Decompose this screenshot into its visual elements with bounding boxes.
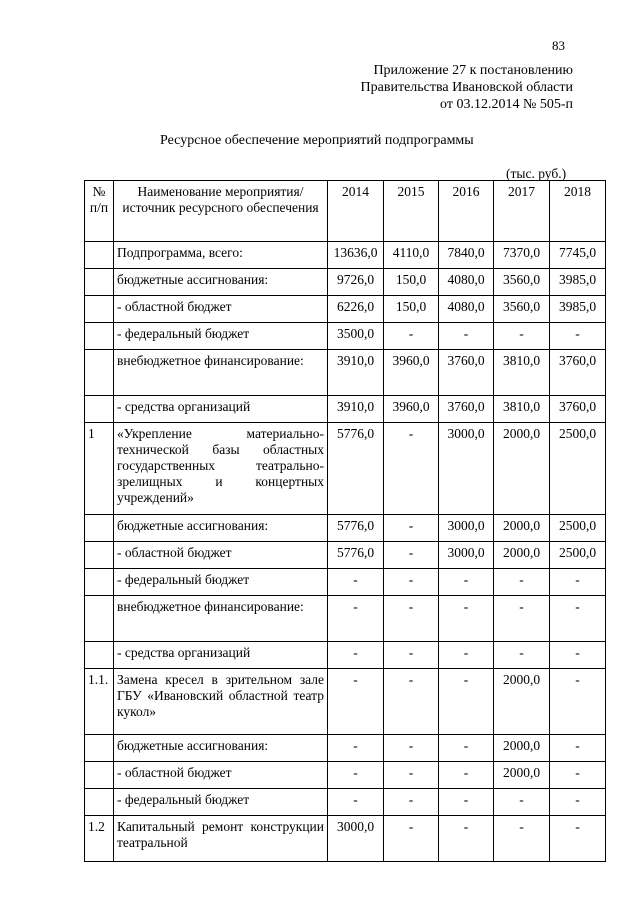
- table-header-row: [85, 181, 606, 242]
- row-value: 7370,0: [494, 242, 550, 269]
- header-year: 2016: [439, 181, 494, 242]
- row-name: Капитальный ремонт конструкции театральной: [114, 816, 328, 862]
- row-name: «Укрепление материально-технической базы областных государственных театрально-зрелищных и концертных учреждений»: [114, 423, 328, 515]
- row-value: -: [384, 762, 439, 789]
- row-value: -: [384, 515, 439, 542]
- row-number: [85, 296, 114, 323]
- row-value: 3810,0: [494, 396, 550, 423]
- row-name: - областной бюджет: [114, 542, 328, 569]
- row-value: -: [384, 735, 439, 762]
- row-value: 2000,0: [494, 735, 550, 762]
- row-name: - федеральный бюджет: [114, 789, 328, 816]
- row-value: 3760,0: [439, 350, 494, 396]
- row-value: 5776,0: [328, 515, 384, 542]
- header-year: 2018: [550, 181, 606, 242]
- row-value: 3810,0: [494, 350, 550, 396]
- row-number: [85, 269, 114, 296]
- row-value: 3960,0: [384, 350, 439, 396]
- row-value: -: [328, 569, 384, 596]
- row-value: 3000,0: [439, 423, 494, 515]
- row-value: -: [550, 816, 606, 862]
- row-value: 150,0: [384, 296, 439, 323]
- row-value: 3760,0: [550, 396, 606, 423]
- row-number: [85, 569, 114, 596]
- row-value: -: [439, 323, 494, 350]
- row-number: [85, 242, 114, 269]
- row-value: 2500,0: [550, 542, 606, 569]
- header-year: 2017: [494, 181, 550, 242]
- row-value: -: [550, 596, 606, 642]
- row-number: [85, 515, 114, 542]
- row-value: 2000,0: [494, 669, 550, 735]
- header-num: № п/п: [85, 181, 114, 242]
- row-value: -: [494, 596, 550, 642]
- row-value: 2000,0: [494, 542, 550, 569]
- row-value: 2500,0: [550, 423, 606, 515]
- row-value: -: [550, 735, 606, 762]
- row-value: 3760,0: [439, 396, 494, 423]
- units-label: (тыс. руб.): [506, 166, 567, 181]
- row-number: [85, 323, 114, 350]
- row-name: - средства организаций: [114, 642, 328, 669]
- table-row: [85, 569, 606, 596]
- row-value: 3000,0: [439, 515, 494, 542]
- row-value: -: [439, 789, 494, 816]
- row-value: 3500,0: [328, 323, 384, 350]
- row-value: 13636,0: [328, 242, 384, 269]
- row-value: 3910,0: [328, 396, 384, 423]
- row-value: -: [384, 596, 439, 642]
- row-value: -: [439, 816, 494, 862]
- row-number: [85, 762, 114, 789]
- row-number: [85, 596, 114, 642]
- row-value: 3960,0: [384, 396, 439, 423]
- row-value: -: [328, 642, 384, 669]
- row-value: 3000,0: [328, 816, 384, 862]
- table-row: [85, 396, 606, 423]
- row-value: 9726,0: [328, 269, 384, 296]
- row-value: -: [550, 569, 606, 596]
- row-number: [85, 542, 114, 569]
- row-name: бюджетные ассигнования:: [114, 735, 328, 762]
- row-number: 1.2: [85, 816, 114, 862]
- annex-block: [361, 62, 573, 113]
- table-row: [85, 735, 606, 762]
- row-value: -: [384, 423, 439, 515]
- row-value: -: [494, 789, 550, 816]
- row-value: 6226,0: [328, 296, 384, 323]
- row-value: 2000,0: [494, 515, 550, 542]
- table-row: [85, 269, 606, 296]
- row-value: -: [384, 816, 439, 862]
- row-value: 3560,0: [494, 296, 550, 323]
- table-row: [85, 789, 606, 816]
- row-value: -: [384, 542, 439, 569]
- row-value: -: [439, 762, 494, 789]
- row-name: - областной бюджет: [114, 296, 328, 323]
- row-number: 1: [85, 423, 114, 515]
- table-row: [85, 816, 606, 862]
- row-value: -: [550, 789, 606, 816]
- row-value: 3985,0: [550, 296, 606, 323]
- row-name: - федеральный бюджет: [114, 569, 328, 596]
- table-row: [85, 242, 606, 269]
- row-value: -: [550, 323, 606, 350]
- table-row: [85, 296, 606, 323]
- row-value: 2000,0: [494, 423, 550, 515]
- row-value: 7745,0: [550, 242, 606, 269]
- row-number: [85, 735, 114, 762]
- row-value: -: [384, 669, 439, 735]
- table-row: [85, 515, 606, 542]
- table-row: [85, 642, 606, 669]
- row-name: - средства организаций: [114, 396, 328, 423]
- row-value: 4080,0: [439, 269, 494, 296]
- row-value: -: [384, 789, 439, 816]
- row-value: -: [328, 669, 384, 735]
- row-value: 150,0: [384, 269, 439, 296]
- table-row: [85, 762, 606, 789]
- header-year: 2014: [328, 181, 384, 242]
- table-row: [85, 323, 606, 350]
- row-value: -: [439, 735, 494, 762]
- header-year: 2015: [384, 181, 439, 242]
- row-value: 2500,0: [550, 515, 606, 542]
- row-name: внебюджетное финансирование:: [114, 350, 328, 396]
- row-value: -: [439, 569, 494, 596]
- row-value: -: [328, 735, 384, 762]
- row-number: [85, 396, 114, 423]
- row-number: [85, 350, 114, 396]
- page-number: 83: [552, 38, 565, 53]
- row-value: -: [328, 596, 384, 642]
- row-number: 1.1.: [85, 669, 114, 735]
- row-number: [85, 789, 114, 816]
- row-name: - федеральный бюджет: [114, 323, 328, 350]
- table-row: [85, 423, 606, 515]
- row-value: 3985,0: [550, 269, 606, 296]
- row-name: Замена кресел в зрительном зале ГБУ «Ивановский областной театр кукол»: [114, 669, 328, 735]
- table-row: [85, 542, 606, 569]
- row-value: 4080,0: [439, 296, 494, 323]
- row-value: 5776,0: [328, 423, 384, 515]
- document-title: Ресурсное обеспечение мероприятий подпрограммы: [160, 133, 474, 148]
- table-row: [85, 350, 606, 396]
- row-value: 7840,0: [439, 242, 494, 269]
- row-value: 3560,0: [494, 269, 550, 296]
- row-value: -: [494, 323, 550, 350]
- row-value: 3910,0: [328, 350, 384, 396]
- table-row: [85, 669, 606, 735]
- row-value: 3000,0: [439, 542, 494, 569]
- row-value: -: [494, 642, 550, 669]
- row-value: -: [439, 596, 494, 642]
- header-name: Наименование мероприятия/источник ресурсного обеспечения: [114, 181, 328, 242]
- row-name: внебюджетное финансирование:: [114, 596, 328, 642]
- row-name: бюджетные ассигнования:: [114, 515, 328, 542]
- row-value: -: [494, 816, 550, 862]
- row-value: -: [328, 789, 384, 816]
- row-name: бюджетные ассигнования:: [114, 269, 328, 296]
- resource-table: [84, 180, 606, 862]
- row-value: -: [550, 642, 606, 669]
- row-name: Подпрограмма, всего:: [114, 242, 328, 269]
- row-value: -: [384, 642, 439, 669]
- table-row: [85, 596, 606, 642]
- row-value: -: [328, 762, 384, 789]
- row-number: [85, 642, 114, 669]
- annex-line: от 03.12.2014 № 505-п: [440, 97, 573, 112]
- row-value: -: [384, 569, 439, 596]
- annex-line: Правительства Ивановской области: [360, 80, 573, 95]
- row-value: -: [550, 669, 606, 735]
- row-name: - областной бюджет: [114, 762, 328, 789]
- row-value: -: [494, 569, 550, 596]
- row-value: 5776,0: [328, 542, 384, 569]
- row-value: 4110,0: [384, 242, 439, 269]
- row-value: -: [550, 762, 606, 789]
- row-value: 3760,0: [550, 350, 606, 396]
- annex-line: Приложение 27 к постановлению: [373, 63, 573, 78]
- row-value: -: [384, 323, 439, 350]
- row-value: -: [439, 642, 494, 669]
- row-value: 2000,0: [494, 762, 550, 789]
- row-value: -: [439, 669, 494, 735]
